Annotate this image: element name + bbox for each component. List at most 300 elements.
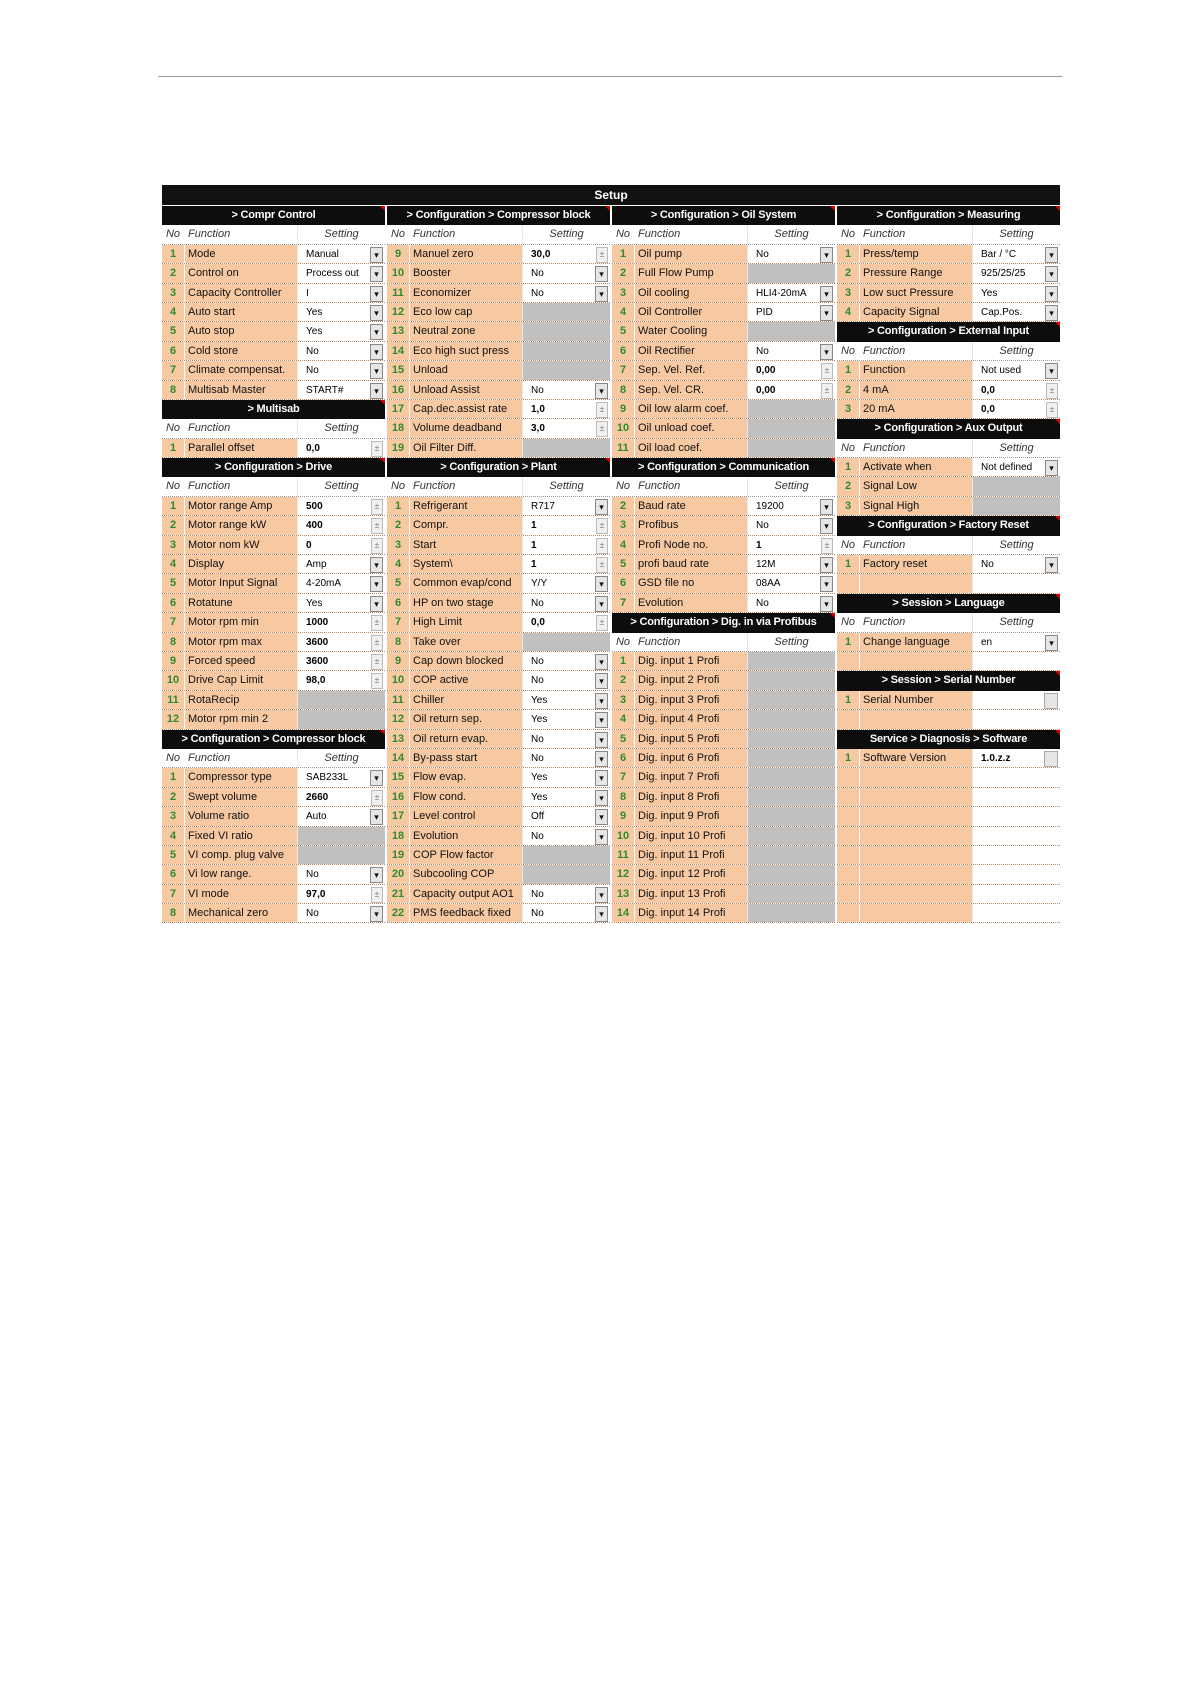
setting-dropdown[interactable]: Yes ▾	[297, 303, 385, 321]
setting-row-activate-when	[837, 458, 1060, 477]
setting-empty-cell	[972, 807, 1060, 825]
setting-dropdown[interactable]: 08AA ▾	[747, 574, 835, 592]
sheet-title: Setup	[162, 185, 1060, 206]
setting-disabled-cell	[747, 788, 835, 806]
row-number: 1	[162, 245, 185, 263]
function-label: Display	[185, 555, 297, 573]
function-label	[860, 710, 972, 728]
row-number: 12	[387, 710, 410, 728]
function-label: Factory reset	[860, 555, 972, 573]
function-label: GSD file no	[635, 574, 747, 592]
setting-dropdown[interactable]: Cap.Pos. ▾	[972, 303, 1060, 321]
setting-row-full-flow-pump	[612, 264, 835, 283]
row-number: 2	[837, 264, 860, 282]
setting-dropdown[interactable]: No ▾	[297, 342, 385, 360]
setting-row-dig-input-10-profi	[612, 827, 835, 846]
setting-spinner[interactable]: 0,0 ±	[972, 400, 1060, 418]
col-label-setting: Setting	[972, 439, 1060, 457]
row-number	[837, 827, 860, 845]
setting-disabled-cell	[747, 846, 835, 864]
setting-dropdown[interactable]: Process out ▾	[297, 264, 385, 282]
setting-row-oil-rectifier	[612, 342, 835, 361]
setting-row-dig-input-11-profi	[612, 846, 835, 865]
function-label: Eco high suct press	[410, 342, 522, 360]
setting-dropdown[interactable]: No ▾	[297, 361, 385, 379]
row-number: 2	[612, 671, 635, 689]
setting-disabled-cell	[747, 730, 835, 748]
setting-empty-cell	[972, 788, 1060, 806]
row-number	[837, 710, 860, 728]
function-label: Oil pump	[635, 245, 747, 263]
row-number: 3	[837, 497, 860, 515]
setting-row-pms-feedback-fixed	[387, 904, 610, 923]
function-label: Signal High	[860, 497, 972, 515]
col-label-setting: Setting	[297, 477, 385, 495]
setting-dropdown[interactable]: No ▾	[747, 245, 835, 263]
row-number: 5	[162, 846, 185, 864]
setting-dropdown[interactable]: 925/25/25 ▾	[972, 264, 1060, 282]
setting-row-dig-input-12-profi	[612, 865, 835, 884]
function-label: VI comp. plug valve	[185, 846, 297, 864]
row-number: 5	[612, 555, 635, 573]
setting-row-mode	[162, 245, 385, 264]
setting-row-oil-low-alarm-coef	[612, 400, 835, 419]
col-label-no: No	[162, 225, 185, 243]
setting-dropdown[interactable]: HLI4-20mA ▾	[747, 284, 835, 302]
setting-row-empty	[837, 827, 1060, 846]
setting-spinner[interactable]: 3600 ±	[297, 633, 385, 651]
row-number: 7	[162, 361, 185, 379]
setting-row-oil-return-evap	[387, 730, 610, 749]
setting-dropdown[interactable]: Yes ▾	[522, 788, 610, 806]
setting-spinner[interactable]: 0,0 ±	[297, 439, 385, 457]
col-label-function: Function	[860, 536, 972, 554]
row-number: 9	[612, 400, 635, 418]
setting-row-neutral-zone	[387, 322, 610, 341]
setting-spinner[interactable]: 0,0 ±	[972, 381, 1060, 399]
section-header-configuration-plant: > Configuration > Plant	[387, 458, 610, 477]
setting-dropdown[interactable]: 19200 ▾	[747, 497, 835, 515]
setting-dropdown[interactable]: Y/Y ▾	[522, 574, 610, 592]
function-label: Oil cooling	[635, 284, 747, 302]
setting-disabled-cell	[972, 497, 1060, 515]
function-label: PMS feedback fixed	[410, 904, 522, 922]
function-label: HP on two stage	[410, 594, 522, 612]
setting-row-motor-input-signal	[162, 574, 385, 593]
function-label: Motor rpm min	[185, 613, 297, 631]
row-number: 1	[612, 245, 635, 263]
function-label: Volume ratio	[185, 807, 297, 825]
setting-row-swept-volume	[162, 788, 385, 807]
function-label: Capacity Signal	[860, 303, 972, 321]
row-number: 18	[387, 419, 410, 437]
row-number: 3	[162, 807, 185, 825]
col-label-function: Function	[185, 419, 297, 437]
setting-row-empty	[837, 846, 1060, 865]
setting-spinner[interactable]: 400 ±	[297, 516, 385, 534]
row-number: 7	[612, 594, 635, 612]
section-header-service-diagnosis-software: Service > Diagnosis > Software	[837, 730, 1060, 749]
section-header-configuration-aux-output: > Configuration > Aux Output	[837, 419, 1060, 438]
function-label: Volume deadband	[410, 419, 522, 437]
setting-empty-cell	[972, 827, 1060, 845]
setting-disabled-cell	[747, 827, 835, 845]
setting-spinner[interactable]: 0,00 ±	[747, 381, 835, 399]
setting-row-dig-input-1-profi	[612, 652, 835, 671]
setting-row-empty	[837, 904, 1060, 923]
function-label: Oil return evap.	[410, 730, 522, 748]
setting-dropdown[interactable]: PID ▾	[747, 303, 835, 321]
setting-dropdown[interactable]: START# ▾	[297, 381, 385, 399]
function-label: Dig. input 3 Profi	[635, 691, 747, 709]
row-number: 1	[837, 245, 860, 263]
setting-disabled-cell	[522, 633, 610, 651]
row-number: 8	[162, 381, 185, 399]
setting-disabled-cell	[522, 361, 610, 379]
function-label: Flow evap.	[410, 768, 522, 786]
setting-readonly-value: 1.0.z.z	[972, 749, 1060, 767]
row-number: 5	[612, 730, 635, 748]
setting-row-rotarecip	[162, 691, 385, 710]
col-label-setting: Setting	[972, 613, 1060, 631]
setting-spinner[interactable]: 30,0 ±	[522, 245, 610, 263]
setting-dropdown[interactable]: Yes ▾	[972, 284, 1060, 302]
col-label-no: No	[837, 225, 860, 243]
setting-dropdown[interactable]: Amp ▾	[297, 555, 385, 573]
setting-empty-cell	[972, 846, 1060, 864]
setting-spinner[interactable]: 1 ±	[522, 555, 610, 573]
row-number: 6	[162, 865, 185, 883]
setting-row-cop-active	[387, 671, 610, 690]
row-number	[837, 904, 860, 922]
col-label-setting: Setting	[972, 342, 1060, 360]
section-header-session-language: > Session > Language	[837, 594, 1060, 613]
setting-dropdown[interactable]: No ▾	[522, 284, 610, 302]
row-number: 8	[162, 633, 185, 651]
row-number: 4	[162, 303, 185, 321]
function-label: Oil low alarm coef.	[635, 400, 747, 418]
row-number: 2	[837, 381, 860, 399]
setting-row-empty	[837, 652, 1060, 671]
function-label: High Limit	[410, 613, 522, 631]
setting-dropdown[interactable]: No ▾	[747, 516, 835, 534]
setting-row-sep-vel-cr	[612, 381, 835, 400]
setting-row-dig-input-14-profi	[612, 904, 835, 923]
function-label: Start	[410, 536, 522, 554]
setting-dropdown[interactable]: No ▾	[522, 749, 610, 767]
setting-readonly-value	[972, 691, 1060, 709]
function-label	[860, 574, 972, 592]
function-label: Oil unload coef.	[635, 419, 747, 437]
setting-row-baud-rate	[612, 497, 835, 516]
row-number: 4	[837, 303, 860, 321]
setting-row-pressure-range	[837, 264, 1060, 283]
function-label: Software Version	[860, 749, 972, 767]
setting-dropdown[interactable]: Manual ▾	[297, 245, 385, 263]
setting-dropdown[interactable]: Yes ▾	[522, 710, 610, 728]
setting-dropdown[interactable]: No ▾	[522, 264, 610, 282]
setting-row-control-on	[162, 264, 385, 283]
setting-row-change-language	[837, 633, 1060, 652]
row-number: 9	[612, 807, 635, 825]
function-label: Oil load coef.	[635, 439, 747, 457]
setting-row-cap-down-blocked	[387, 652, 610, 671]
section-header-configuration-oil-system: > Configuration > Oil System	[612, 206, 835, 225]
row-number: 10	[162, 671, 185, 689]
setting-spinner[interactable]: 1000 ±	[297, 613, 385, 631]
row-number: 21	[387, 885, 410, 903]
setting-dropdown[interactable]: No ▾	[522, 652, 610, 670]
row-number: 3	[387, 536, 410, 554]
row-number: 18	[387, 827, 410, 845]
setting-spinner[interactable]: 0,0 ±	[522, 613, 610, 631]
setting-row-eco-high-suct-press	[387, 342, 610, 361]
setting-row-motor-nom-kw	[162, 536, 385, 555]
setting-row-signal-high	[837, 497, 1060, 516]
setting-dropdown[interactable]: 12M ▾	[747, 555, 835, 573]
setting-row-eco-low-cap	[387, 303, 610, 322]
setting-dropdown[interactable]: No ▾	[522, 381, 610, 399]
setting-spinner[interactable]: 1,0 ±	[522, 400, 610, 418]
setting-dropdown[interactable]: No ▾	[747, 342, 835, 360]
setting-dropdown[interactable]: en ▾	[972, 633, 1060, 651]
setting-spinner[interactable]: 1 ±	[522, 516, 610, 534]
setting-spinner[interactable]: 3600 ±	[297, 652, 385, 670]
setting-dropdown[interactable]: No ▾	[297, 904, 385, 922]
setting-row-dig-input-6-profi	[612, 749, 835, 768]
col-label-no: No	[837, 536, 860, 554]
row-number: 13	[612, 885, 635, 903]
setting-row-capacity-controller	[162, 284, 385, 303]
setting-disabled-cell	[747, 322, 835, 340]
row-number: 4	[612, 303, 635, 321]
setting-dropdown[interactable]: No ▾	[522, 730, 610, 748]
setting-row-oil-filter-diff	[387, 439, 610, 458]
setting-row-booster	[387, 264, 610, 283]
function-label: By-pass start	[410, 749, 522, 767]
setting-row-flow-evap	[387, 768, 610, 787]
function-label: Signal Low	[860, 477, 972, 495]
setting-row-high-limit	[387, 613, 610, 632]
setting-dropdown[interactable]: SAB233L ▾	[297, 768, 385, 786]
row-number	[837, 865, 860, 883]
row-number: 11	[387, 691, 410, 709]
function-label: Refrigerant	[410, 497, 522, 515]
setting-disabled-cell	[522, 322, 610, 340]
function-label: Oil Filter Diff.	[410, 439, 522, 457]
function-label: Auto start	[185, 303, 297, 321]
setting-row-compressor-type	[162, 768, 385, 787]
column-header-row	[162, 477, 385, 496]
setting-dropdown[interactable]: Not used ▾	[972, 361, 1060, 379]
function-label: Oil Controller	[635, 303, 747, 321]
row-number: 12	[612, 865, 635, 883]
col-label-setting: Setting	[747, 633, 835, 651]
setting-spinner[interactable]: 98,0 ±	[297, 671, 385, 689]
col-label-setting: Setting	[522, 225, 610, 243]
setting-dropdown[interactable]: Auto ▾	[297, 807, 385, 825]
setting-empty-cell	[972, 904, 1060, 922]
function-label: Dig. input 8 Profi	[635, 788, 747, 806]
column-header-row	[837, 225, 1060, 244]
setting-dropdown[interactable]: Not defined ▾	[972, 458, 1060, 476]
function-label: Dig. input 11 Profi	[635, 846, 747, 864]
function-label: Cold store	[185, 342, 297, 360]
function-label: Eco low cap	[410, 303, 522, 321]
setting-row-function	[837, 361, 1060, 380]
row-number: 1	[837, 749, 860, 767]
function-label: Mode	[185, 245, 297, 263]
setting-dropdown[interactable]: Bar / °C ▾	[972, 245, 1060, 263]
setting-dropdown[interactable]: No ▾	[522, 827, 610, 845]
setting-row-oil-return-sep	[387, 710, 610, 729]
function-label: Economizer	[410, 284, 522, 302]
setting-row-software-version	[837, 749, 1060, 768]
col-label-setting: Setting	[297, 225, 385, 243]
column-header-row	[162, 749, 385, 768]
setting-spinner[interactable]: 0 ±	[297, 536, 385, 554]
setting-dropdown[interactable]: No ▾	[747, 594, 835, 612]
row-number: 8	[387, 633, 410, 651]
setting-disabled-cell	[747, 710, 835, 728]
setting-spinner[interactable]: 500 ±	[297, 497, 385, 515]
function-label	[860, 768, 972, 786]
column-header-row	[837, 342, 1060, 361]
setting-row-vi-comp-plug-valve	[162, 846, 385, 865]
row-number: 12	[387, 303, 410, 321]
setting-dropdown[interactable]: No ▾	[522, 594, 610, 612]
column-header-row	[837, 613, 1060, 632]
function-label: Drive Cap Limit	[185, 671, 297, 689]
setting-row-empty	[837, 768, 1060, 787]
setting-dropdown[interactable]: No ▾	[522, 671, 610, 689]
section-header-multisab: > Multisab	[162, 400, 385, 419]
setting-disabled-cell	[522, 846, 610, 864]
column-header-row	[387, 477, 610, 496]
setting-spinner[interactable]: 1 ±	[522, 536, 610, 554]
setting-row-water-cooling	[612, 322, 835, 341]
function-label: Dig. input 2 Profi	[635, 671, 747, 689]
setting-spinner[interactable]: 2660 ±	[297, 788, 385, 806]
setting-dropdown[interactable]: 4-20mA ▾	[297, 574, 385, 592]
row-number: 7	[162, 885, 185, 903]
setting-dropdown[interactable]: R717 ▾	[522, 497, 610, 515]
function-label: Flow cond.	[410, 788, 522, 806]
row-number: 2	[162, 788, 185, 806]
row-number: 7	[387, 613, 410, 631]
row-number: 1	[162, 497, 185, 515]
row-number: 4	[612, 710, 635, 728]
row-number: 6	[387, 594, 410, 612]
setting-row-refrigerant	[387, 497, 610, 516]
setting-dropdown[interactable]: I ▾	[297, 284, 385, 302]
function-label: Dig. input 13 Profi	[635, 885, 747, 903]
row-number: 1	[162, 768, 185, 786]
row-number: 10	[387, 671, 410, 689]
setting-dropdown[interactable]: Yes ▾	[297, 322, 385, 340]
row-number: 5	[162, 574, 185, 592]
col-label-function: Function	[635, 225, 747, 243]
setup-column-2	[385, 206, 610, 923]
setting-spinner[interactable]: 97,0 ±	[297, 885, 385, 903]
row-number: 6	[162, 342, 185, 360]
row-number: 2	[387, 516, 410, 534]
setting-spinner[interactable]: 1 ±	[747, 536, 835, 554]
setting-row-cold-store	[162, 342, 385, 361]
function-label: Capacity Controller	[185, 284, 297, 302]
col-label-function: Function	[635, 477, 747, 495]
setup-column-3	[610, 206, 835, 923]
row-number: 17	[387, 807, 410, 825]
setting-row-dig-input-2-profi	[612, 671, 835, 690]
function-label: Dig. input 6 Profi	[635, 749, 747, 767]
setting-dropdown[interactable]: Yes ▾	[297, 594, 385, 612]
function-label: Motor Input Signal	[185, 574, 297, 592]
function-label: Low suct Pressure	[860, 284, 972, 302]
setting-dropdown[interactable]: No ▾	[297, 865, 385, 883]
col-label-function: Function	[860, 613, 972, 631]
row-number: 8	[612, 788, 635, 806]
setting-dropdown[interactable]: Off ▾	[522, 807, 610, 825]
setting-row-take-over	[387, 633, 610, 652]
setting-row-oil-cooling	[612, 284, 835, 303]
column-header-row	[162, 419, 385, 438]
col-label-no: No	[162, 749, 185, 767]
setting-row-serial-number	[837, 691, 1060, 710]
setting-row-oil-unload-coef	[612, 419, 835, 438]
setting-spinner[interactable]: 3,0 ±	[522, 419, 610, 437]
setting-row-vi-mode	[162, 885, 385, 904]
setting-dropdown[interactable]: No ▾	[522, 904, 610, 922]
section-header-configuration-drive: > Configuration > Drive	[162, 458, 385, 477]
setting-row-oil-load-coef	[612, 439, 835, 458]
setting-row-volume-deadband	[387, 419, 610, 438]
col-label-no: No	[162, 477, 185, 495]
row-number: 11	[162, 691, 185, 709]
setting-row-oil-controller	[612, 303, 835, 322]
col-label-function: Function	[635, 633, 747, 651]
section-header-compr-control: > Compr Control	[162, 206, 385, 225]
function-label: Booster	[410, 264, 522, 282]
function-label: Profi Node no.	[635, 536, 747, 554]
setting-disabled-cell	[747, 885, 835, 903]
setting-row-fixed-vi-ratio	[162, 827, 385, 846]
row-number: 15	[387, 768, 410, 786]
function-label: Baud rate	[635, 497, 747, 515]
setting-dropdown[interactable]: No ▾	[972, 555, 1060, 573]
section-header-configuration-compressor-block: > Configuration > Compressor block	[387, 206, 610, 225]
setting-dropdown[interactable]: No ▾	[522, 885, 610, 903]
setting-disabled-cell	[297, 846, 385, 864]
section-header-configuration-compressor-block: > Configuration > Compressor block	[162, 730, 385, 749]
setting-row-empty	[837, 865, 1060, 884]
setting-disabled-cell	[522, 865, 610, 883]
function-label: Cap down blocked	[410, 652, 522, 670]
setting-row-manuel-zero	[387, 245, 610, 264]
row-number: 13	[387, 322, 410, 340]
setting-disabled-cell	[297, 691, 385, 709]
setting-dropdown[interactable]: Yes ▾	[522, 691, 610, 709]
setting-row-cap-dec-assist-rate	[387, 400, 610, 419]
setting-row-empty	[837, 574, 1060, 593]
row-number: 9	[162, 652, 185, 670]
setting-row-volume-ratio	[162, 807, 385, 826]
setting-row-sep-vel-ref	[612, 361, 835, 380]
setting-row-chiller	[387, 691, 610, 710]
function-label: Motor rpm max	[185, 633, 297, 651]
setting-spinner[interactable]: 0,00 ±	[747, 361, 835, 379]
setting-dropdown[interactable]: Yes ▾	[522, 768, 610, 786]
